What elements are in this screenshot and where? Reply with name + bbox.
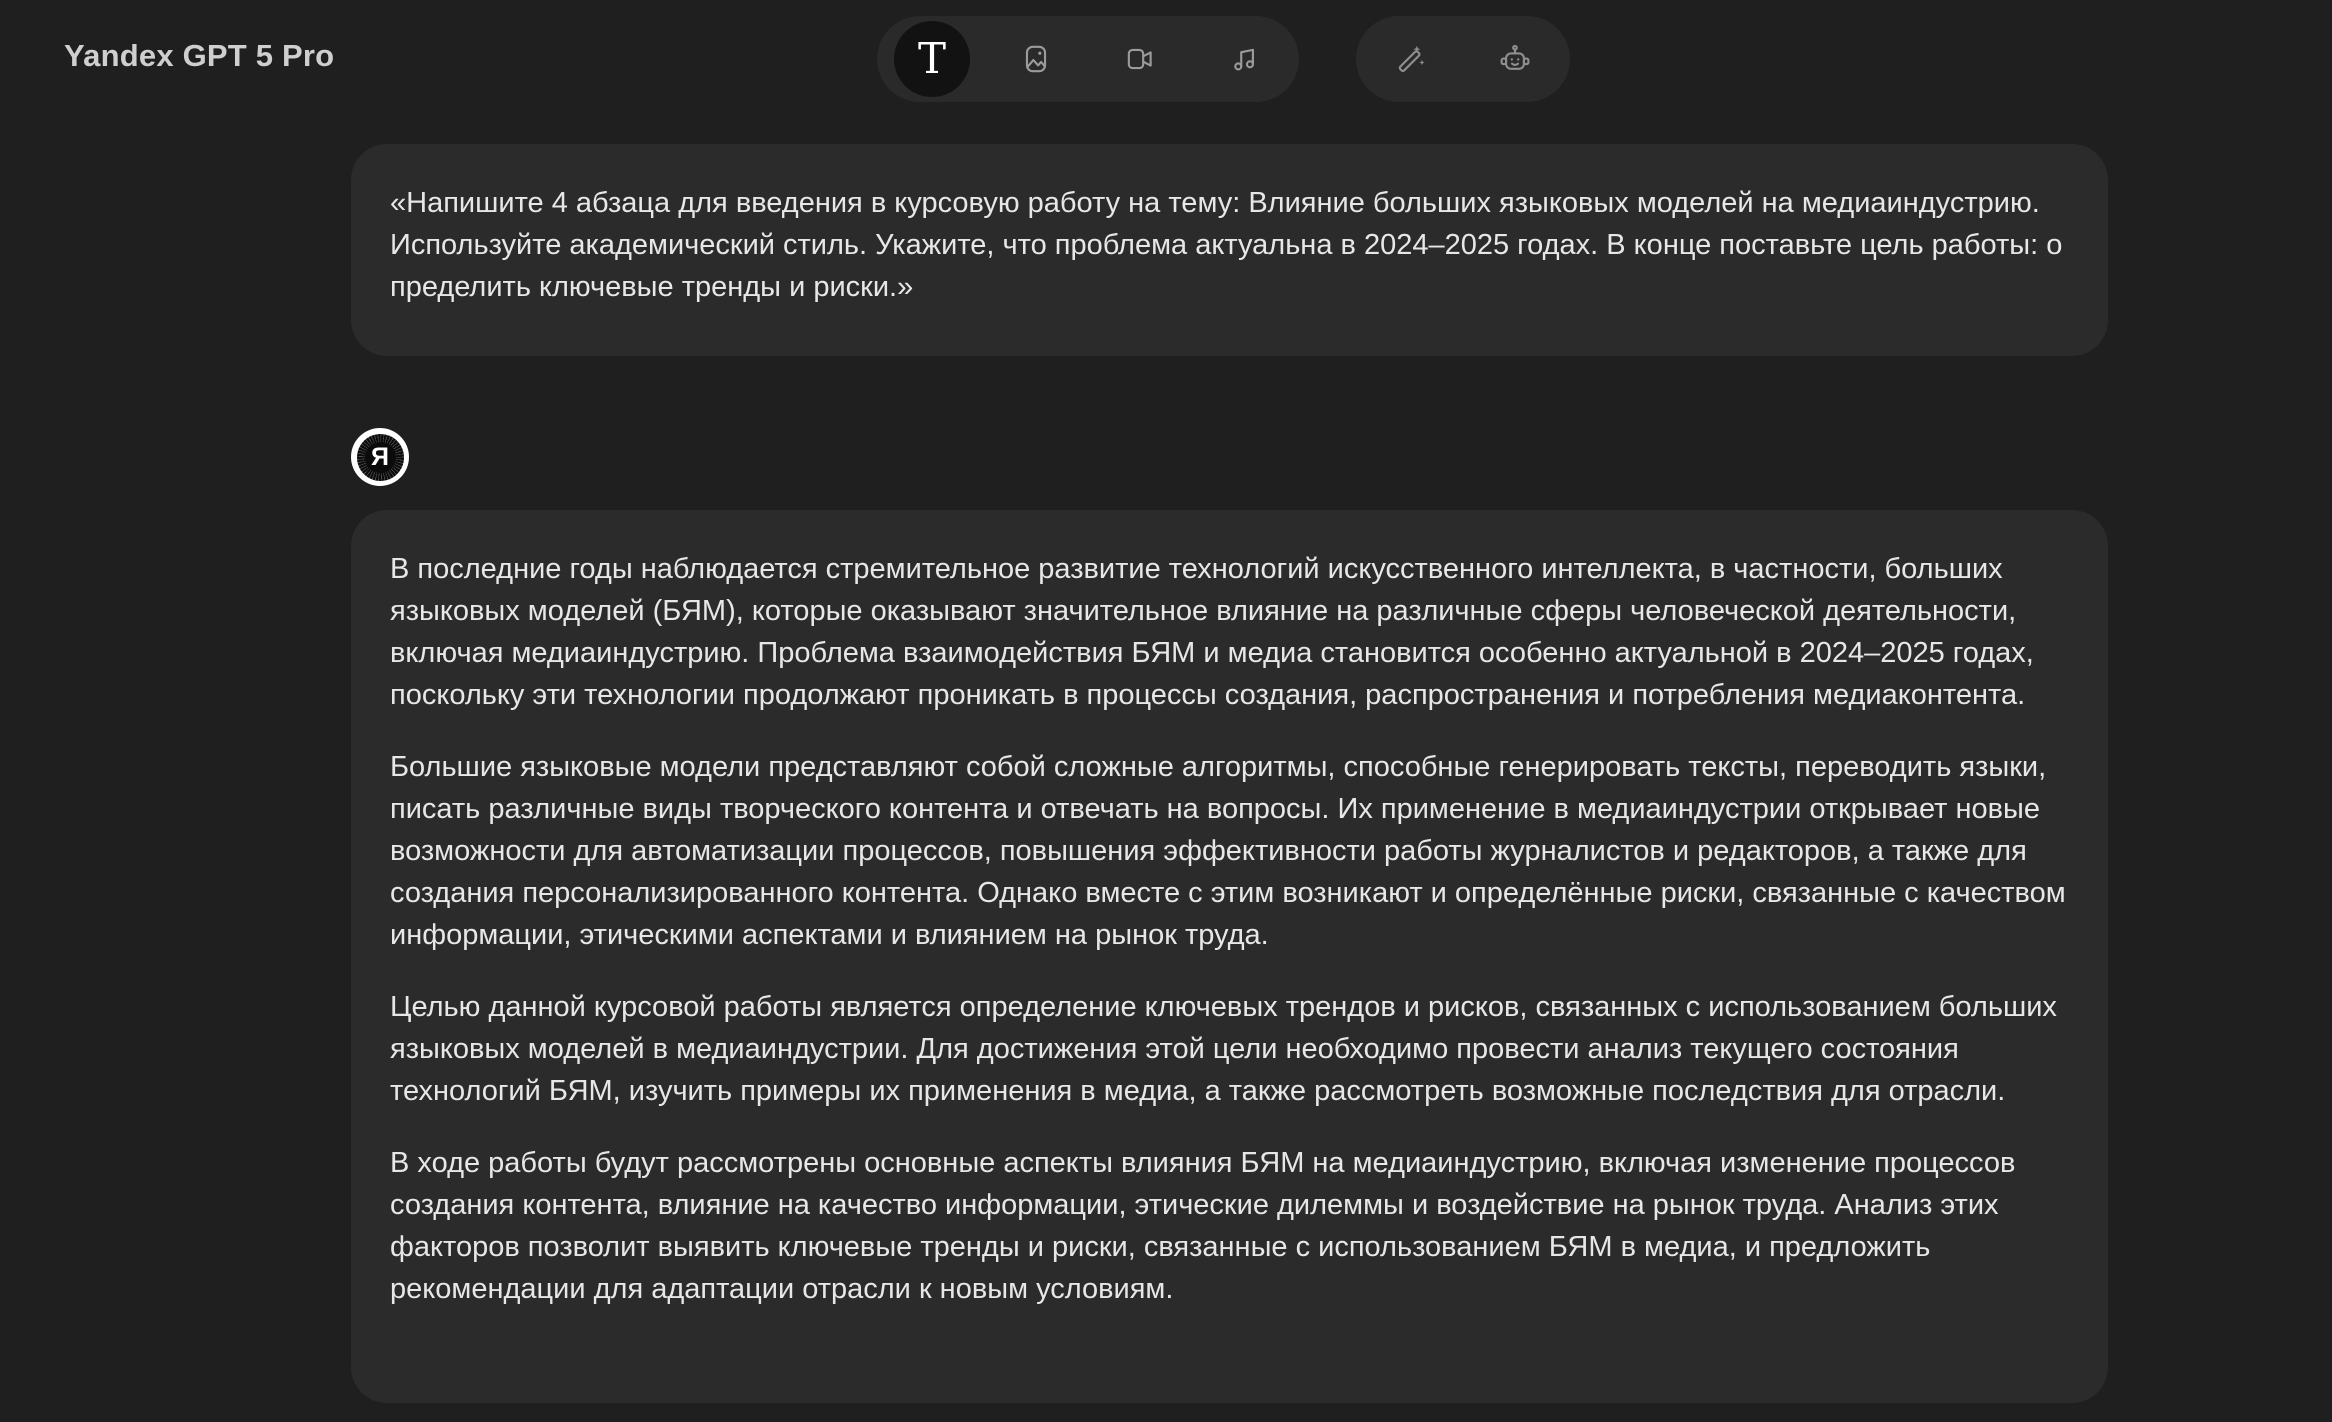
assistant-paragraph: В последние годы наблюдается стремительное развитие технологий искусственного интеллекта, в частности, больших языковых моделей (БЯМ), которые оказывают значительное влияние на различные сферы человеческой деятельности, включая медиаиндустрию. Проблема взаимодействия БЯМ и медиа становится особенно актуальной в 2024–2025 годах, поскольку эти технологии продолжают проникать в процессы создания, распространения и потребления медиаконтента. [390,553,2034,711]
magic-wand-button[interactable] [1362,22,1460,96]
page-title: Yandex GPT 5 Pro [64,38,335,73]
assistant-paragraph: Целью данной курсовой работы является определение ключевых трендов и рисков, связанных с использованием больших языковых моделей в медиаиндустрии. Для достижения этой цели необходимо провести анализ текущего состояния технологий БЯМ, изучить примеры их применения в медиа, а также рассмотреть возможные последствия для отрасли. [390,991,2057,1107]
user-message-bubble [351,144,2108,356]
music-note-icon [1227,42,1261,76]
user-message-text: «Напишите 4 абзаца для введения в курсовую работу на тему: Влияние больших языковых моделей на медиаиндустрию. Используйте академический стиль. Укажите, что проблема актуальна в 2024–2025 годах. В конце поставьте цель работы: определить ключевые тренды и риски.» [390,187,2063,303]
toolbar-tools-group [1356,16,1570,102]
magic-wand-icon [1394,42,1428,76]
assistant-bot-button[interactable] [1466,22,1564,96]
image-icon [1019,42,1053,76]
image-tool-button[interactable] [987,22,1085,96]
yandex-logo-icon [357,434,404,481]
assistant-avatar [351,428,409,486]
toolbar-media-group [877,16,1299,102]
music-tool-button[interactable] [1195,22,1293,96]
text-tool-icon: T [917,34,946,83]
assistant-paragraph: Большие языковые модели представляют собой сложные алгоритмы, способные генерировать тексты, переводить языки, писать различные виды творческого контента и отвечать на вопросы. Их применение в медиаиндустрии открывает новые возможности для автоматизации процессов, повышения эффективности работы журналистов и редакторов, а также для создания персонализированного контента. Однако вместе с этим возникают и определённые риски, связанные с качеством информации, этическими аспектами и влиянием на рынок труда. [390,751,2066,951]
text-tool-button[interactable] [894,21,970,97]
assistant-paragraph: В ходе работы будут рассмотрены основные аспекты влияния БЯМ на медиаиндустрию, включая изменение процессов создания контента, влияние на качество информации, этические дилеммы и воздействие на рынок труда. Анализ этих факторов позволит выявить ключевые тренды и риски, связанные с использованием БЯМ в медиа, и предложить рекомендации для адаптации отрасли к новым условиям. [390,1147,2016,1305]
video-camera-icon [1123,42,1157,76]
video-tool-button[interactable] [1091,22,1189,96]
assistant-message-bubble [351,510,2108,1403]
robot-icon [1498,42,1532,76]
avatar-letter: Я [371,442,389,471]
